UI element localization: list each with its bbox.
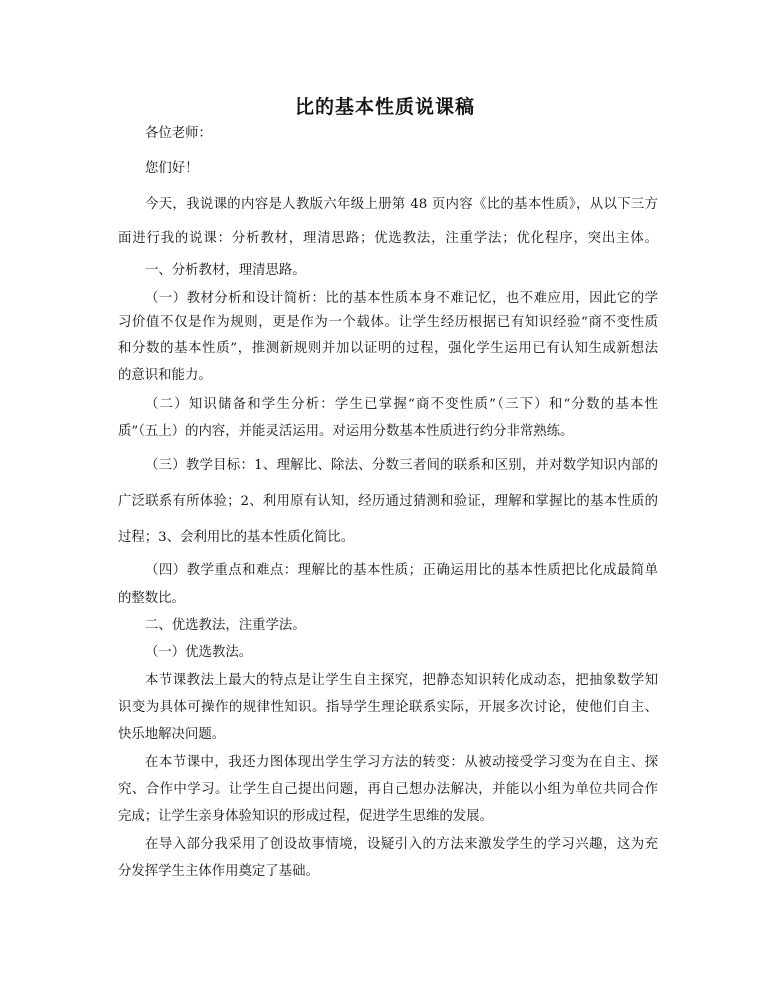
section-heading: 一、分析教材，理清思路。 <box>145 263 306 278</box>
paragraph-line: 过程；3、会利用比的基本性质化简比。 <box>118 530 355 545</box>
paragraph-line: 本节课教法上最大的特点是让学生自主探究，把静态知识转化成动态，把抽象数学知 <box>145 673 658 688</box>
paragraph-line: 面进行我的说课：分析教材，理清思路；优选教法，注重学法；优化程序，突出主体。 <box>118 231 658 246</box>
paragraph-line: 分发挥学生主体作用奠定了基础。 <box>118 864 319 879</box>
paragraph-line: 的整数比。 <box>118 591 185 606</box>
paragraph-line: 的意识和能力。 <box>118 368 212 383</box>
paragraph-line: 完成；让学生亲身体验知识的形成过程，促进学生思维的发展。 <box>118 809 493 824</box>
document-title: 比的基本性质说课稿 <box>294 96 475 118</box>
paragraph-line: （二）知识储备和学生分析：学生已掌握“商不变性质”（三下）和“分数的基本性 <box>145 397 658 412</box>
paragraph-line: （一）教材分析和设计简析：比的基本性质本身不难记忆，也不难应用，因此它的学 <box>145 291 658 306</box>
paragraph-line: 快乐地解决问题。 <box>118 727 226 742</box>
paragraph-line: 在本节课中，我还力图体现出学生学习方法的转变：从被动接受学习变为在自主、探 <box>145 755 658 770</box>
paragraph-line: 今天，我说课的内容是人教版六年级上册第 48 页内容《比的基本性质》，从以下三方 <box>145 197 658 212</box>
greeting-line: 您们好！ <box>145 161 199 176</box>
paragraph-line: 究、合作中学习。让学生自己提出问题，再自己想办法解决，并能以小组为单位共同合作 <box>118 782 658 797</box>
subsection-heading: （一）优选教法。 <box>145 645 253 660</box>
paragraph-line: （三）教学目标：1、理解比、除法、分数三者间的联系和区别，并对数学知识内部的 <box>145 458 658 473</box>
paragraph-line: 质”（五上）的内容，并能灵活运用。对运用分数基本性质进行约分非常熟练。 <box>118 424 574 439</box>
greeting-line: 各位老师： <box>145 126 212 141</box>
paragraph-line: 在导入部分我采用了创设故事情境，设疑引入的方法来激发学生的学习兴趣，这为充 <box>145 837 658 852</box>
paragraph-line: 识变为具体可操作的规律性知识。指导学生理论联系实际，开展多次讨论，使他们自主、 <box>118 700 658 715</box>
paragraph-line: （四）教学重点和难点：理解比的基本性质；正确运用比的基本性质把比化成最简单 <box>145 563 658 578</box>
section-heading: 二、优选教法，注重学法。 <box>145 618 306 633</box>
paragraph-line: 广泛联系有所体验；2、利用原有认知，经历通过猜测和验证，理解和掌握比的基本性质的 <box>118 494 658 509</box>
paragraph-line: 和分数的基本性质”，推测新规则并加以证明的过程，强化学生运用已有认知生成新想法 <box>118 341 658 356</box>
paragraph-line: 习价值不仅是作为规则，更是作为一个载体。让学生经历根据已有知识经验“商不变性质 <box>118 315 658 330</box>
